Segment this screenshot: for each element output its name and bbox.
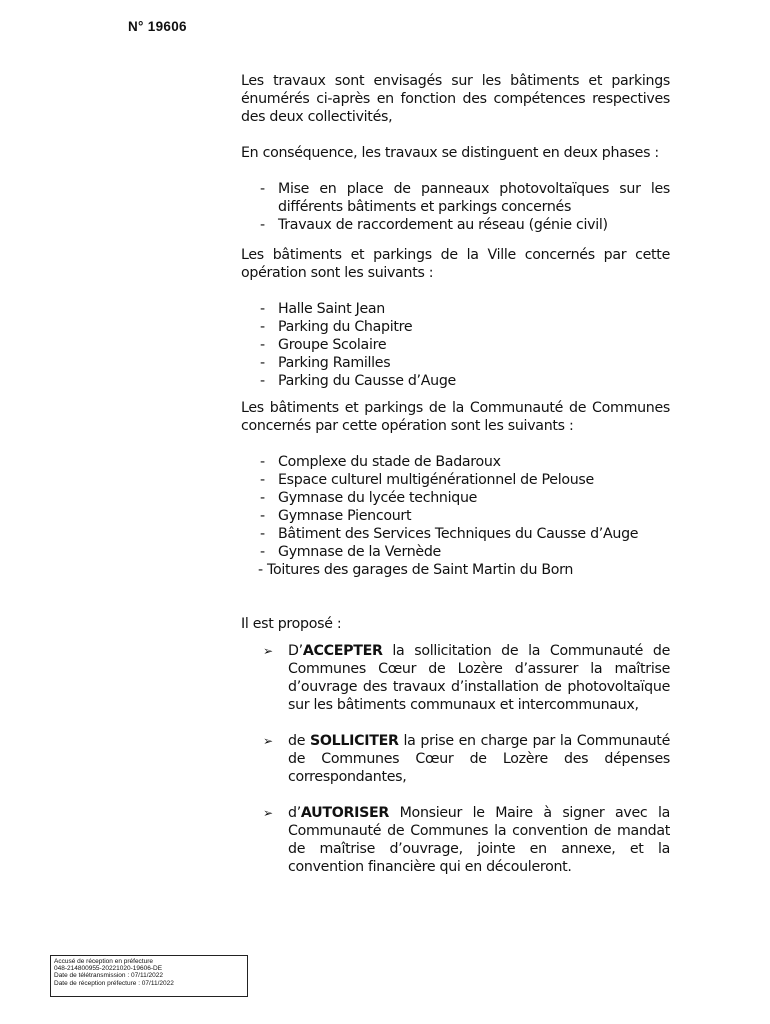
list-item: - Espace culturel multigénérationnel de Pelouse (260, 471, 670, 489)
proposal-accept: ➢ D’ACCEPTER la sollicitation de la Communauté de Communes Cœur de Lozère d’assurer la maîtrise d’ouvrage des travaux d’installation de photovoltaïque sur les bâtiments communaux et intercommunaux, (263, 643, 670, 713)
stamp-line: 048-214800955-20221020-19606-DE (54, 965, 163, 973)
list-item: - Travaux de raccordement au réseau (génie civil) (260, 216, 670, 234)
list-item: - Mise en place de panneaux photovoltaïques sur les différents bâtiments et parkings concernés (260, 180, 670, 216)
stamp-line: Date de réception préfecture : 07/11/2022 (54, 979, 174, 987)
ville-intro: Les bâtiments et parkings de la Ville concernés par cette opération sont les suivants : (241, 247, 670, 281)
keyword-autoriser: AUTORISER (300, 805, 390, 821)
list-item: - Parking Ramilles (260, 354, 670, 372)
proposal-intro: Il est proposé : (241, 616, 342, 632)
list-item: - Halle Saint Jean (260, 300, 670, 318)
phases-intro: En conséquence, les travaux se distinguent en deux phases : (241, 145, 659, 161)
arrow-bullet-icon: ➢ (263, 644, 273, 658)
keyword-solliciter: SOLLICITER (310, 733, 399, 749)
list-item: - Gymnase de la Vernède (260, 543, 670, 561)
proposal-solliciter: ➢ de SOLLICITER la prise en charge par la Communauté de Communes Cœur de Lozère des dépenses correspondantes, (263, 733, 670, 785)
proposal-autoriser: ➢ d’AUTORISER Monsieur le Maire à signer avec la Communauté de Communes la convention de mandat de maîtrise d’ouvrage, jointe en annexe, et la convention financière qui en découleront. (263, 805, 670, 875)
intro-paragraph: Les travaux sont envisagés sur les bâtiments et parkings énumérés ci-après en fonction des compétences respectives des deux collectivités, (241, 73, 670, 125)
arrow-bullet-icon: ➢ (263, 806, 273, 820)
list-item: - Gymnase Piencourt (260, 507, 670, 525)
list-item: - Bâtiment des Services Techniques du Causse d’Auge (260, 525, 670, 543)
cc-extra-item: - Toitures des garages de Saint Martin du Born (258, 562, 574, 578)
cc-intro: Les bâtiments et parkings de la Communauté de Communes concernés par cette opération sont les suivants : (241, 400, 670, 434)
phases-list (241, 180, 670, 234)
cc-sites-list (241, 453, 670, 561)
prefecture-receipt-stamp (50, 955, 248, 997)
keyword-accepter: ACCEPTER (302, 643, 383, 659)
list-item: - Parking du Chapitre (260, 318, 670, 336)
ville-sites-list (241, 300, 670, 390)
stamp-line: Accusé de réception en préfecture (54, 958, 154, 965)
list-item: - Parking du Causse d’Auge (260, 372, 670, 390)
list-item: - Gymnase du lycée technique (260, 489, 670, 507)
list-item: - Groupe Scolaire (260, 336, 670, 354)
list-item: - Complexe du stade de Badaroux (260, 453, 670, 471)
arrow-bullet-icon: ➢ (263, 734, 273, 748)
stamp-line: Date de télétransmission : 07/11/2022 (54, 972, 164, 980)
proposals-list (241, 642, 670, 876)
document-body (241, 72, 670, 876)
document-number: N° 19606 (128, 19, 187, 34)
